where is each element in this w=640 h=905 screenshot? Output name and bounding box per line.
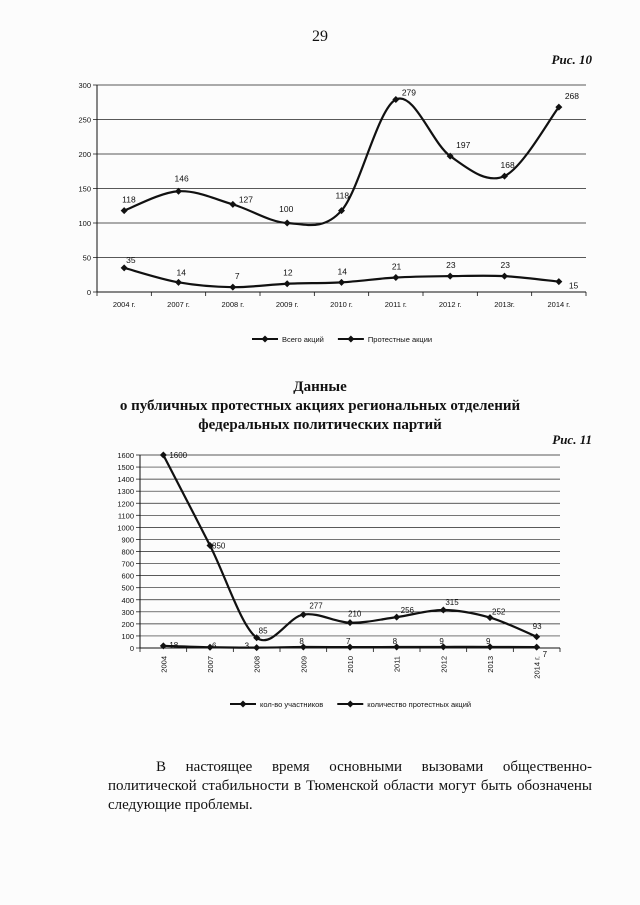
data-label: 9 xyxy=(486,636,491,646)
data-label: 315 xyxy=(445,598,459,608)
data-point xyxy=(175,279,182,286)
data-label: 7 xyxy=(346,637,351,647)
series-1 xyxy=(160,637,548,659)
legend-entry: кол-во участников xyxy=(260,700,324,709)
x-tick-label: 2004 г. xyxy=(112,300,136,309)
data-label: 850 xyxy=(212,541,226,551)
data-label: 18 xyxy=(169,640,179,650)
data-label: 14 xyxy=(176,267,186,278)
x-tick-label: 2007 г. xyxy=(167,300,190,309)
data-point xyxy=(533,644,540,651)
page-number: 29 xyxy=(312,28,328,45)
data-label: 21 xyxy=(391,261,402,272)
series-0-line xyxy=(124,98,559,225)
data-label: 85 xyxy=(258,626,268,636)
data-label: 210 xyxy=(348,609,362,619)
data-label: 100 xyxy=(279,204,294,214)
x-tick-label: 2013 xyxy=(486,656,495,673)
data-label: 268 xyxy=(564,91,580,102)
y-tick-label: 300 xyxy=(121,607,134,617)
data-point xyxy=(229,201,236,208)
data-label: 252 xyxy=(492,607,506,617)
data-label: 127 xyxy=(238,194,254,205)
x-tick-label: 2012 xyxy=(439,656,449,673)
y-tick-label: 500 xyxy=(121,583,134,593)
y-tick-label: 1500 xyxy=(117,463,134,473)
y-tick-label: 1400 xyxy=(117,475,134,485)
y-tick-label: 100 xyxy=(78,219,91,228)
y-tick-label: 400 xyxy=(121,595,134,605)
x-tick-label: 2010 г. xyxy=(330,300,353,309)
legend xyxy=(252,335,432,344)
y-tick-label: 900 xyxy=(121,535,134,545)
legend-entry: Всего акций xyxy=(282,335,324,344)
data-point xyxy=(121,207,128,214)
data-label: 15 xyxy=(568,280,579,291)
chart-fig11 xyxy=(0,440,640,722)
y-tick-label: 50 xyxy=(82,253,91,263)
data-point xyxy=(393,614,400,621)
y-tick-label: 800 xyxy=(121,547,134,557)
figure-11-label: Рис. 11 xyxy=(552,432,592,447)
y-tick-label: 1000 xyxy=(117,523,134,533)
data-point xyxy=(447,273,454,280)
y-tick-label: 150 xyxy=(78,184,91,194)
y-tick-label: 250 xyxy=(78,115,91,125)
y-tick-label: 1300 xyxy=(117,487,134,497)
figure-11-title-line3: федеральных политических партий xyxy=(198,417,442,433)
data-label: 6 xyxy=(212,641,217,651)
data-point xyxy=(229,284,236,291)
data-label: 118 xyxy=(335,190,350,201)
legend-entry: Протестные акции xyxy=(367,335,433,344)
data-label: 279 xyxy=(401,87,417,98)
x-tick-label: 2011 xyxy=(392,656,402,673)
y-tick-label: 100 xyxy=(121,631,134,641)
x-tick-label: 2012 г. xyxy=(438,300,462,309)
data-point xyxy=(338,279,345,286)
y-tick-label: 600 xyxy=(121,571,134,581)
y-tick-label: 200 xyxy=(78,150,91,159)
legend-marker xyxy=(347,701,354,708)
data-point xyxy=(440,607,447,614)
data-point xyxy=(501,273,508,280)
data-point xyxy=(533,633,540,640)
figure-11-title xyxy=(0,378,640,435)
data-label: 118 xyxy=(122,194,136,205)
data-point xyxy=(347,619,354,626)
x-tick-label: 2014 г. xyxy=(547,300,571,309)
body-paragraph: В настоящее время основными вызовами общественно-политической стабильности в Тюменской области могут быть обозначены следующие проблемы. xyxy=(108,759,592,813)
data-label: 35 xyxy=(126,254,136,265)
y-tick-label: 700 xyxy=(121,559,134,569)
data-label: 7 xyxy=(234,271,240,282)
x-tick-label: 2009 г. xyxy=(275,300,299,309)
chart-fig10 xyxy=(0,70,640,360)
data-point xyxy=(121,264,128,271)
series-0 xyxy=(160,451,542,641)
data-point xyxy=(392,274,399,281)
x-tick-label: 2008 г. xyxy=(221,300,245,309)
y-tick-label: 200 xyxy=(121,619,134,629)
data-label: 23 xyxy=(500,260,510,271)
legend-entry: количество протестных акций xyxy=(367,700,472,709)
data-label: 3 xyxy=(244,641,250,651)
figure-10-label: Рис. 10 xyxy=(551,52,592,67)
data-label: 12 xyxy=(283,267,293,278)
x-tick-label: 2009 xyxy=(299,656,309,673)
series-0 xyxy=(121,87,580,226)
legend-marker xyxy=(347,336,354,343)
data-label: 146 xyxy=(174,173,189,184)
data-label: 8 xyxy=(392,637,398,647)
y-tick-label: 1600 xyxy=(117,451,134,460)
x-tick-label: 2008 xyxy=(252,656,262,673)
x-tick-label: 2014 г. xyxy=(532,656,542,679)
data-label: 197 xyxy=(456,140,471,151)
figure-11-title-line1: Данные xyxy=(293,379,347,395)
x-tick-label: 2004 xyxy=(159,656,169,673)
legend xyxy=(230,700,471,709)
y-tick-label: 1200 xyxy=(117,499,134,509)
x-tick-label: 2013г. xyxy=(494,300,515,309)
data-label: 1600 xyxy=(169,451,188,460)
x-tick-label: 2010 xyxy=(346,656,355,673)
y-tick-label: 0 xyxy=(86,288,91,297)
y-tick-label: 0 xyxy=(129,644,134,653)
data-point xyxy=(253,644,260,651)
figure-11-title-line2: о публичных протестных акциях региональных отделений xyxy=(119,398,521,414)
x-tick-label: 2007 xyxy=(206,656,215,673)
legend-marker xyxy=(240,701,247,708)
data-label: 8 xyxy=(299,637,304,647)
data-label: 93 xyxy=(532,621,542,631)
data-point xyxy=(555,278,562,285)
data-label: 277 xyxy=(309,601,323,611)
y-tick-label: 1100 xyxy=(117,511,134,521)
data-label: 14 xyxy=(337,266,347,277)
x-tick-label: 2011 г. xyxy=(384,300,407,309)
series-1 xyxy=(121,255,579,291)
data-point xyxy=(284,280,291,287)
data-label: 168 xyxy=(500,160,515,171)
data-label: 7 xyxy=(542,650,548,660)
y-tick-label: 300 xyxy=(78,81,91,90)
data-label: 9 xyxy=(439,636,444,646)
data-label: 23 xyxy=(446,260,456,271)
data-label: 256 xyxy=(400,606,415,616)
data-point xyxy=(284,220,291,227)
legend-marker xyxy=(262,336,269,343)
